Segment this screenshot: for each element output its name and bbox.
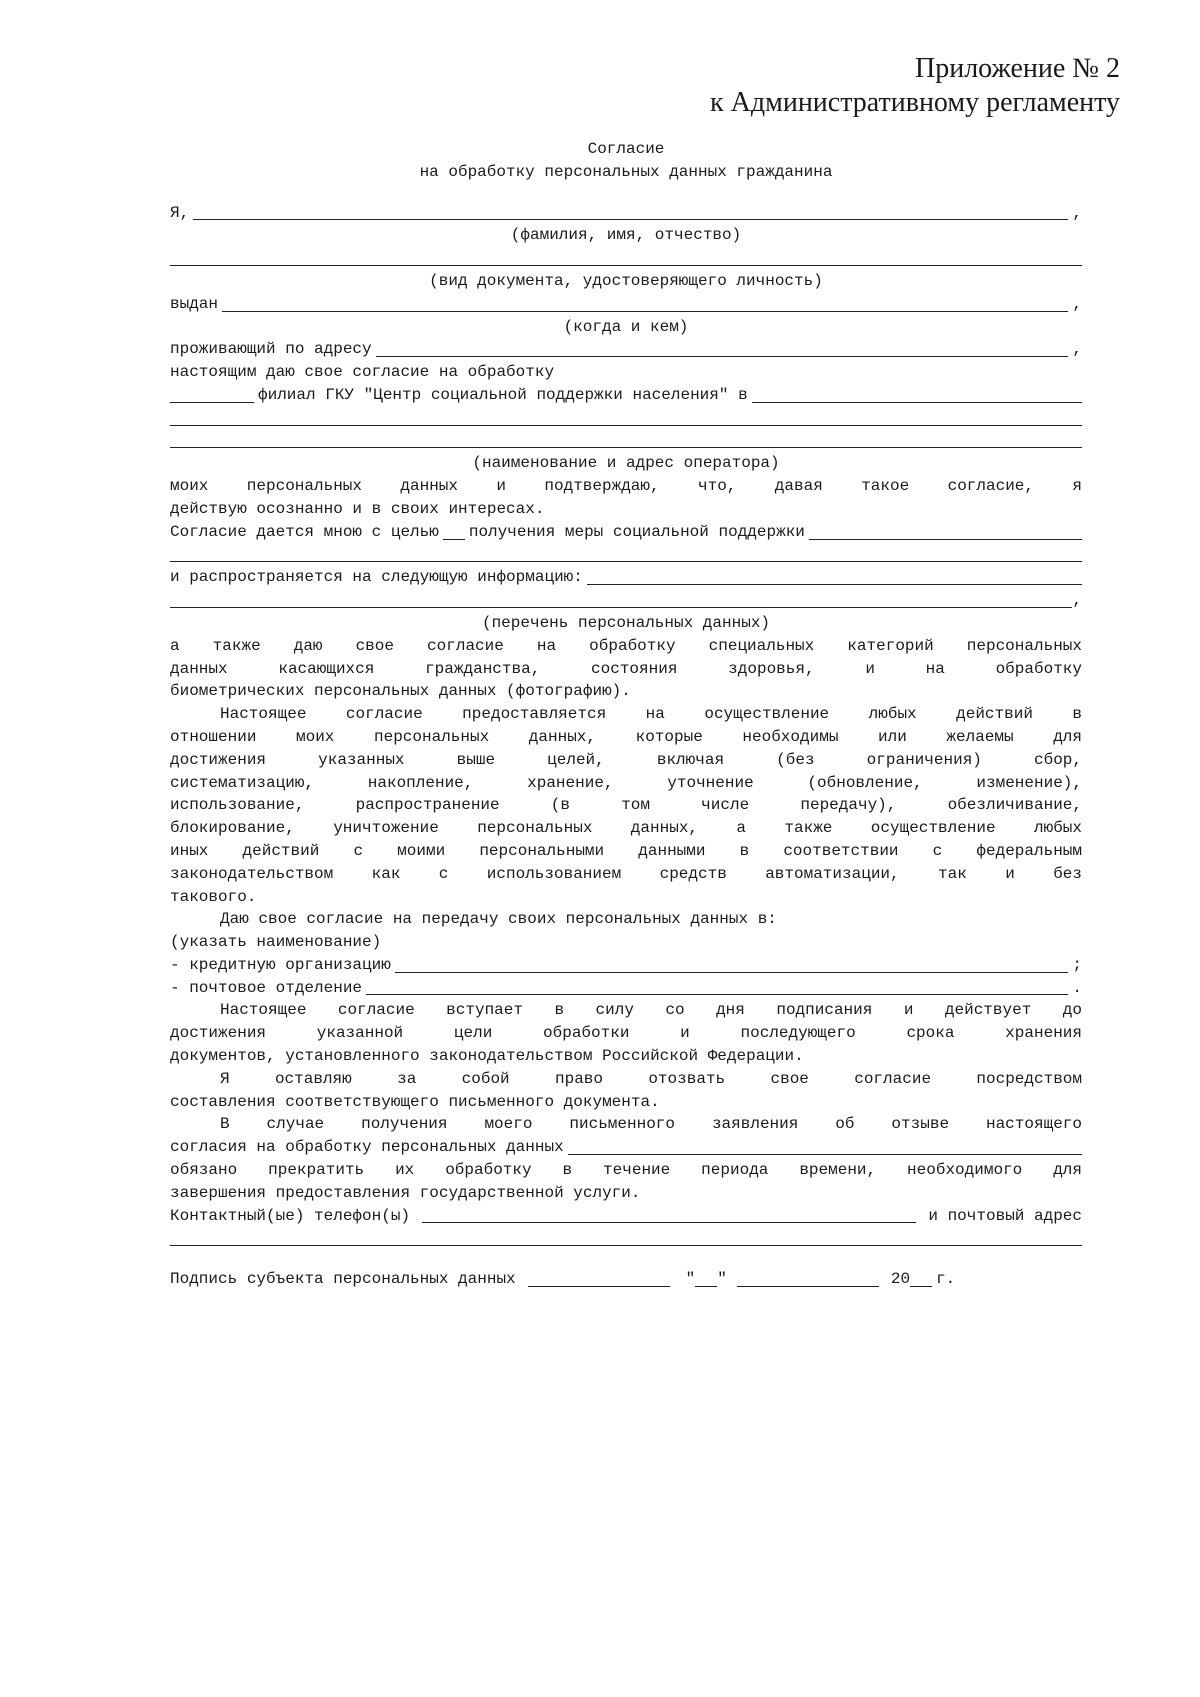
- support-row-2: [170, 544, 1082, 567]
- quote-right: ": [717, 1270, 727, 1289]
- p3-line-6: блокирование, уничтожение персональных данных, а также осуществление любых: [170, 819, 1082, 838]
- issued-row: [170, 293, 1082, 316]
- signature-row: [170, 1268, 1082, 1291]
- p4-line-1: Даю свое согласие на передачу своих персональных данных в:: [220, 910, 777, 929]
- p5-line-3: документов, установленного законодательством Российской Федерации.: [170, 1047, 804, 1066]
- p7-line-3: обязано прекратить их обработку в течение периода времени, необходимого для: [170, 1161, 1082, 1180]
- issued-field[interactable]: [222, 296, 1068, 312]
- appendix-reference: к Административному регламенту: [710, 87, 1120, 118]
- purpose-row: [170, 521, 1082, 544]
- signature-field[interactable]: [528, 1271, 670, 1287]
- postal-label: и почтовый адрес: [928, 1206, 1082, 1225]
- credit-semicolon: ;: [1072, 955, 1082, 974]
- year-field[interactable]: [910, 1271, 932, 1287]
- p5-line-1: Настоящее согласие вступает в силу со дня подписания и действует до: [220, 1001, 1082, 1020]
- branch-location-field[interactable]: [752, 387, 1082, 403]
- post-office-field[interactable]: [366, 979, 1068, 995]
- appendix-header: [710, 52, 1120, 120]
- fio-comma: ,: [1072, 203, 1082, 222]
- p2-line-3: биометрических персональных данных (фотографию).: [170, 682, 631, 701]
- info-comma: ,: [1072, 591, 1082, 610]
- address-comma: ,: [1072, 340, 1082, 359]
- sign-label: Подпись субъекта персональных данных: [170, 1270, 516, 1289]
- phones-row: [170, 1205, 1082, 1228]
- credit-row: [170, 954, 1082, 977]
- doc-row: [170, 247, 1082, 270]
- postal-row: [170, 1227, 1082, 1250]
- address-field[interactable]: [376, 341, 1069, 357]
- phones-label: Контактный(ые) телефон(ы): [170, 1206, 411, 1225]
- list-hint: (перечень персональных данных): [481, 613, 771, 632]
- appendix-number: Приложение № 2: [915, 53, 1120, 84]
- p3-line-8: законодательством как с использованием средств автоматизации, так и без: [170, 864, 1082, 883]
- p1-line-1: моих персональных данных и подтверждаю, что, давая такое согласие, я: [170, 477, 1082, 496]
- operator-field-1[interactable]: [170, 410, 1082, 426]
- fio-hint: (фамилия, имя, отчество): [510, 226, 742, 245]
- operator-row-2: [170, 430, 1082, 453]
- when-hint: (когда и кем): [563, 317, 689, 336]
- postal-address-field[interactable]: [170, 1230, 1082, 1246]
- p4-line-2: (указать наименование): [170, 933, 382, 952]
- extends-row: [170, 566, 1082, 589]
- post-period: .: [1072, 978, 1082, 997]
- operator-hint: (наименование и адрес оператора): [472, 454, 780, 473]
- phones-field[interactable]: [422, 1207, 916, 1223]
- issued-comma: ,: [1072, 294, 1082, 313]
- issued-label: выдан: [170, 294, 219, 313]
- support-measure-field[interactable]: [809, 524, 1082, 540]
- branch-prefix-field[interactable]: [170, 387, 254, 403]
- purpose-text: получения меры социальной поддержки: [468, 522, 805, 541]
- p2-line-1: а также даю свое согласие на обработку специальных категорий персональных: [170, 636, 1082, 655]
- day-field[interactable]: [695, 1271, 717, 1287]
- i-label: Я,: [170, 203, 190, 222]
- p2-line-2: данных касающихся гражданства, состояния здоровья, и на обработку: [170, 659, 1082, 678]
- support-measure-field-2[interactable]: [170, 546, 1082, 562]
- post-label: - почтовое отделение: [170, 978, 363, 997]
- form-title: Согласие: [587, 140, 665, 158]
- doc-hint: (вид документа, удостоверяющего личность): [429, 271, 823, 290]
- fio-row: [170, 202, 1082, 225]
- operator-name-field[interactable]: [568, 1139, 1082, 1155]
- identity-document-field[interactable]: [170, 250, 1082, 266]
- year-suffix: г.: [936, 1270, 956, 1289]
- p6-line-1: Я оставляю за собой право отозвать свое согласие посредством: [220, 1069, 1082, 1088]
- p3-line-2: отношении моих персональных данных, которые необходимы или желаемы для: [170, 727, 1082, 746]
- p7-line-1: В случае получения моего письменного заявления об отзыве настоящего: [220, 1115, 1082, 1134]
- post-row: [170, 977, 1082, 1000]
- fio-field[interactable]: [193, 204, 1068, 220]
- p3-line-7: иных действий с моими персональными данными в соответствии с федеральным: [170, 841, 1082, 860]
- operator-row-1: [170, 407, 1082, 430]
- extends-label: и распространяется на следующую информацию:: [170, 568, 583, 587]
- quote-left: ": [685, 1270, 696, 1289]
- address-row: [170, 338, 1082, 361]
- p3-line-9: такового.: [170, 887, 257, 906]
- branch-row: [170, 384, 1082, 407]
- consent-form: [170, 138, 1082, 1291]
- p1-line-2: действую осознанно и в своих интересах.: [170, 499, 545, 518]
- p7-line-2: согласия на обработку персональных данных: [170, 1138, 564, 1157]
- p5-line-2: достижения указанной цели обработки и последующего срока хранения: [170, 1024, 1082, 1043]
- info-field[interactable]: [587, 569, 1082, 585]
- year-prefix: 20: [890, 1270, 911, 1289]
- info-field-2[interactable]: [170, 592, 1072, 608]
- purpose-field[interactable]: [443, 524, 465, 540]
- p3-line-1: Настоящее согласие предоставляется на осуществление любых действий в: [220, 705, 1082, 724]
- address-label: проживающий по адресу: [170, 340, 372, 359]
- info-row-2: [170, 589, 1082, 612]
- purpose-label: Согласие дается мною с целью: [170, 522, 439, 541]
- consent-line: настоящим даю свое согласие на обработку: [170, 363, 555, 382]
- p7-line-4: завершения предоставления государственной услуги.: [170, 1183, 641, 1202]
- operator-field-2[interactable]: [170, 432, 1082, 448]
- month-field[interactable]: [737, 1271, 879, 1287]
- form-subtitle: на обработку персональных данных гражданина: [419, 162, 833, 181]
- p6-line-2: составления соответствующего письменного документа.: [170, 1092, 660, 1111]
- credit-label: - кредитную организацию: [170, 955, 391, 974]
- branch-text: филиал ГКУ "Центр социальной поддержки населения" в: [258, 385, 748, 404]
- p3-line-3: достижения указанных выше целей, включая (без ограничения) сбор,: [170, 750, 1082, 769]
- credit-organization-field[interactable]: [395, 957, 1069, 973]
- p3-line-5: использование, распространение (в том числе передачу), обезличивание,: [170, 796, 1082, 815]
- p3-line-4: систематизацию, накопление, хранение, уточнение (обновление, изменение),: [170, 773, 1082, 792]
- p7-row-2: [170, 1136, 1082, 1159]
